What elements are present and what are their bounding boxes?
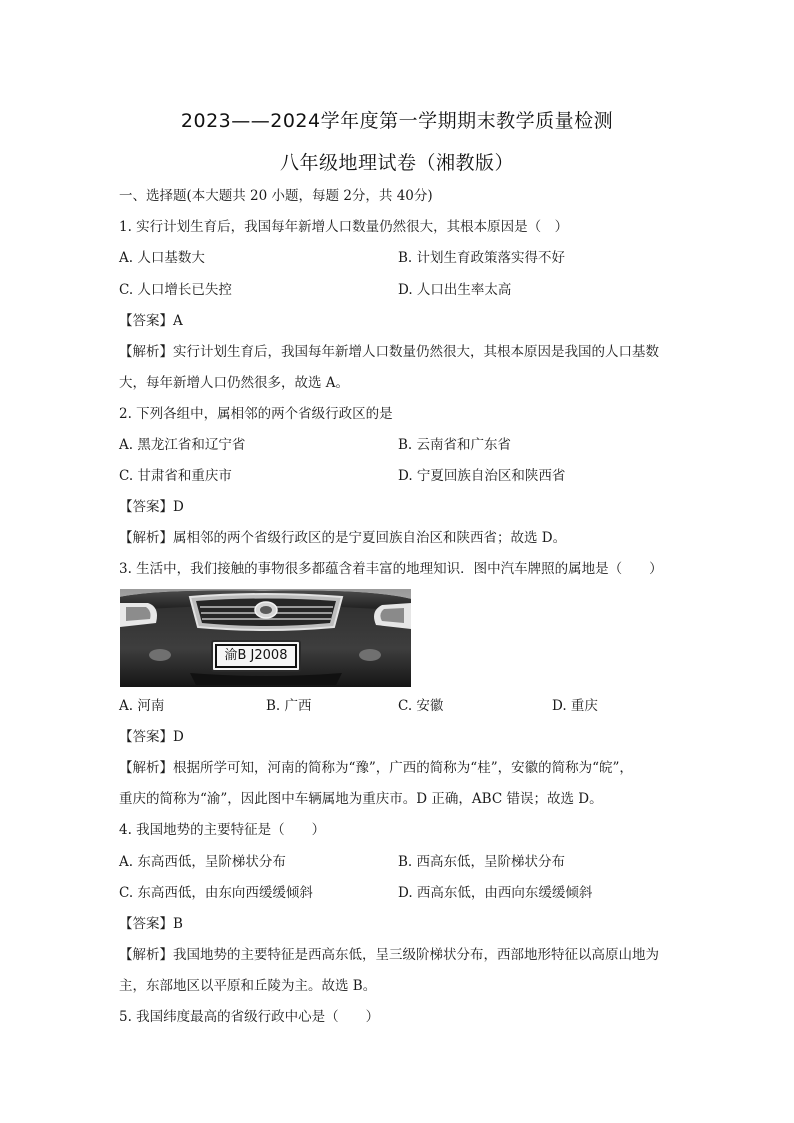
exam-title: 2023——2024学年度第一学期期末教学质量检测: [180, 110, 614, 132]
q3-option-b: B. 广西: [266, 698, 312, 714]
q1-analysis-line-1: 【解析】实行计划生育后，我国每年新增人口数量仍然很大，其根本原因是我国的人口基数: [119, 344, 659, 360]
q1-option-a: A. 人口基数大: [119, 250, 205, 266]
q2-option-a: A. 黑龙江省和辽宁省: [119, 437, 246, 453]
q1-analysis-line-2: 大，每年新增人口仍然很多，故选 A。: [119, 375, 350, 391]
q4-option-d: D. 西高东低，由西向东缓缓倾斜: [398, 885, 593, 901]
q4-option-b: B. 西高东低，呈阶梯状分布: [398, 854, 566, 870]
q1-option-c: C. 人口增长已失控: [119, 282, 232, 298]
q2-analysis-line-1: 【解析】属相邻的两个省级行政区的是宁夏回族自治区和陕西省；故选 D。: [119, 530, 567, 546]
q1-option-b: B. 计划生育政策落实得不好: [398, 250, 566, 266]
question-3-stem: 3. 生活中，我们接触的事物很多都蕴含着丰富的地理知识．图中汽车牌照的属地是（ ）: [119, 561, 663, 577]
section-heading: 一、选择题(本大题共 20 小题，每题 2分，共 40分): [119, 188, 433, 204]
question-5-stem: 5. 我国纬度最高的省级行政中心是（ ）: [119, 1009, 380, 1025]
q4-option-a: A. 东高西低，呈阶梯状分布: [119, 854, 286, 870]
q2-option-b: B. 云南省和广东省: [398, 437, 512, 453]
license-plate-text: 渝B J2008: [224, 648, 288, 663]
q3-option-a: A. 河南: [119, 698, 165, 714]
q4-analysis-line-1: 【解析】我国地势的主要特征是西高东低，呈三级阶梯状分布，西部地形特征以高原山地为: [119, 947, 659, 963]
question-1-stem: 1. 实行计划生育后，我国每年新增人口数量仍然很大，其根本原因是（ ）: [119, 219, 569, 235]
q1-answer: 【答案】A: [119, 313, 183, 329]
q3-analysis-line-2: 重庆的简称为“渝”，因此图中车辆属地为重庆市。D 正确，ABC 错误；故选 D。: [119, 791, 603, 807]
q3-answer: 【答案】D: [119, 729, 184, 745]
question-2-stem: 2. 下列各组中，属相邻的两个省级行政区的是: [119, 406, 393, 422]
car-license-plate-photo: [120, 589, 411, 687]
q4-option-c: C. 东高西低，由东向西缓缓倾斜: [119, 885, 313, 901]
q4-answer: 【答案】B: [119, 916, 183, 932]
q3-option-d: D. 重庆: [552, 698, 598, 714]
q2-option-c: C. 甘肃省和重庆市: [119, 468, 232, 484]
question-4-stem: 4. 我国地势的主要特征是（ ）: [119, 822, 326, 838]
q3-option-c: C. 安徽: [398, 698, 444, 714]
q2-option-d: D. 宁夏回族自治区和陕西省: [398, 468, 566, 484]
exam-subtitle: 八年级地理试卷（湘教版）: [279, 152, 514, 174]
q2-answer: 【答案】D: [119, 499, 184, 515]
q4-analysis-line-2: 主，东部地区以平原和丘陵为主。故选 B。: [119, 978, 377, 994]
q3-analysis-line-1: 【解析】根据所学可知，河南的简称为“豫”，广西的简称为“桂”，安徽的简称为“皖”，: [119, 760, 633, 776]
q1-option-d: D. 人口出生率太高: [398, 282, 512, 298]
